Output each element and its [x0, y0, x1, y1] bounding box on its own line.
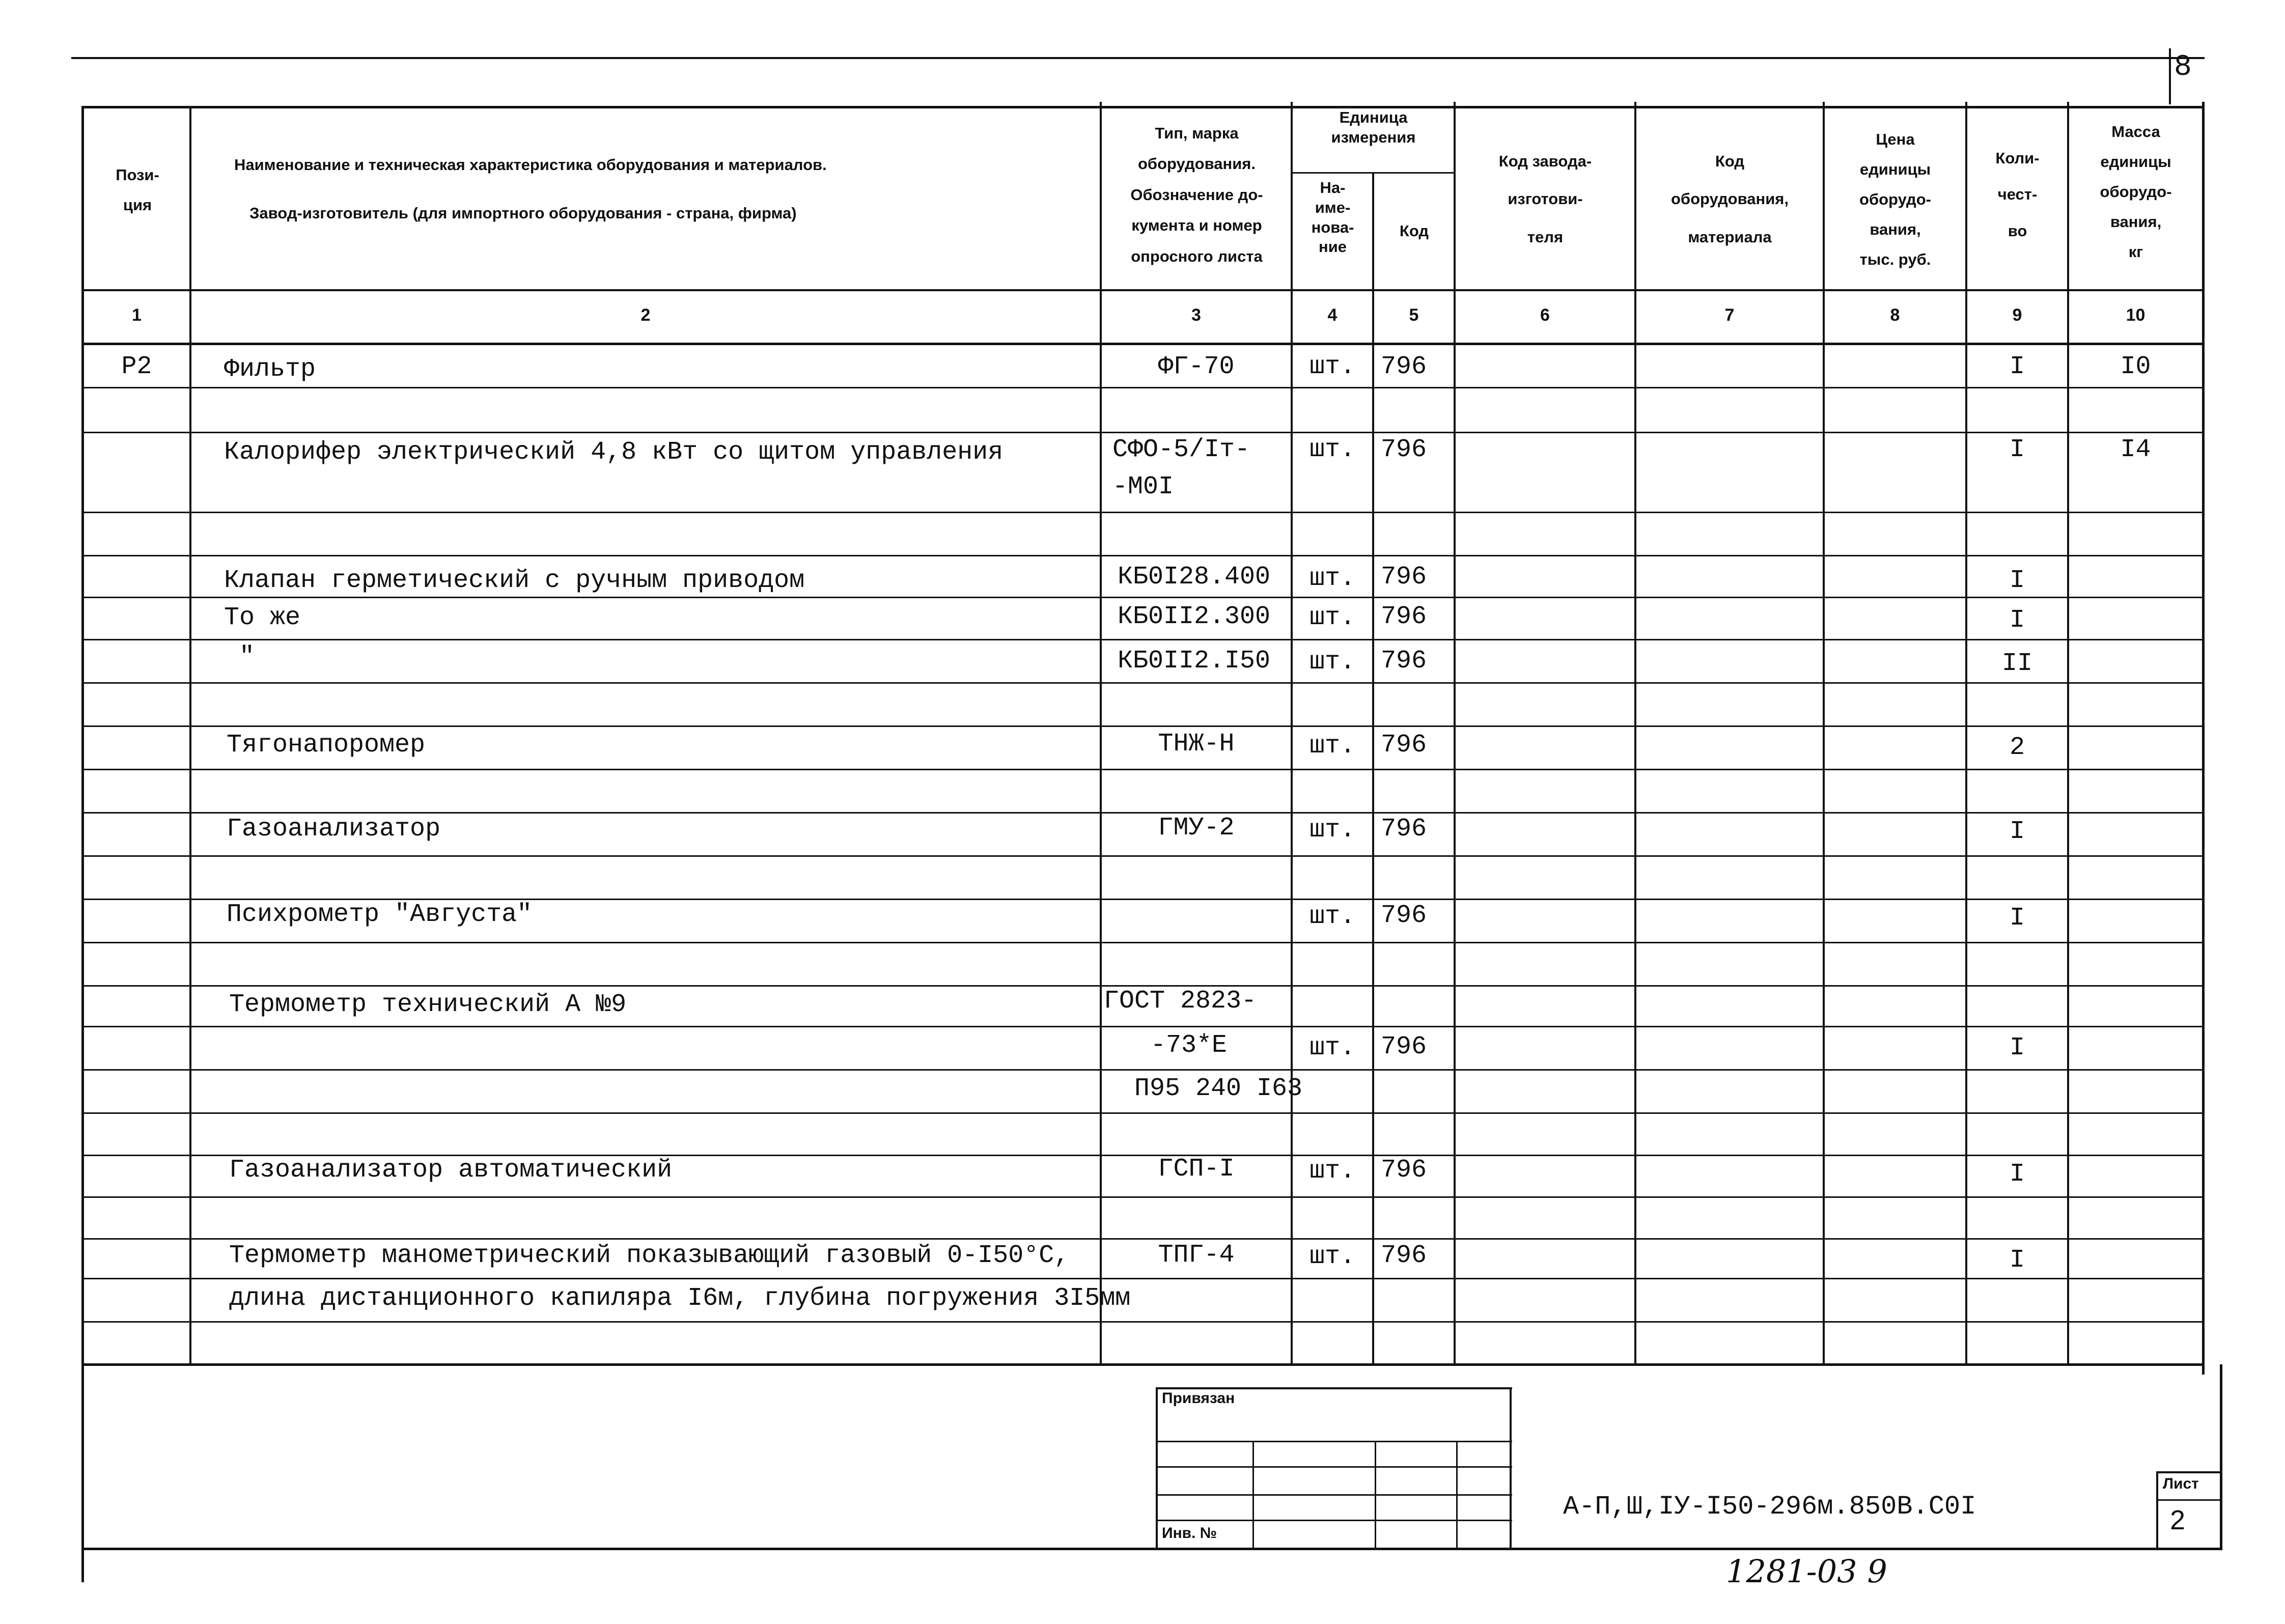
row-name: длина дистанционного капиляра I6м, глубина погружения 3I5мм — [229, 1284, 1131, 1313]
sheet-number: 2 — [2170, 1505, 2186, 1535]
row-type: ТНЖ-Н — [1158, 730, 1235, 759]
header-unit-code: Код — [1399, 222, 1429, 240]
header-mass: Масса единицы оборудо- вания, кг — [2100, 123, 2172, 261]
row-code: 796 — [1381, 563, 1427, 592]
row-type: КБ0II2.300 — [1118, 602, 1271, 631]
header-name-line1: Наименование и техническая характеристика оборудования и материалов. — [234, 156, 827, 174]
header-name-line2: Завод-изготовитель (для импортного оборудования - страна, фирма) — [249, 204, 797, 222]
row-type: КБ0I28.400 — [1118, 563, 1271, 592]
row-code: 796 — [1381, 602, 1427, 631]
row-code: 796 — [1381, 435, 1427, 464]
row-qty: I — [2009, 904, 2025, 933]
row-qty: I — [2009, 1033, 2025, 1062]
row-qty: I — [2009, 1160, 2025, 1189]
header-equipment-code: Код оборудования, материала — [1670, 152, 1789, 246]
row-qty: I — [2009, 817, 2025, 846]
row-type: ГОСТ 2823- — [1104, 987, 1257, 1016]
column-number: 4 — [1327, 305, 1337, 325]
row-unit: шт. — [1309, 902, 1355, 931]
row-name: Тягонапоромер — [227, 731, 426, 760]
header-position: Пози- ция — [116, 166, 159, 214]
row-qty: I — [2009, 1246, 2025, 1275]
row-type: КБ0II2.I50 — [1118, 647, 1271, 676]
row-type: СФО-5/Iт- — [1112, 435, 1250, 464]
row-code: 796 — [1381, 1156, 1427, 1185]
row-name: Калорифер электрический 4,8 кВт со щитом управления — [224, 438, 1004, 467]
row-unit: шт. — [1309, 603, 1355, 632]
row-type: П95 240 I63 — [1134, 1074, 1303, 1103]
row-code: 796 — [1381, 1032, 1427, 1061]
header-unit-group-title: Единица измерения — [1331, 108, 1416, 146]
row-qty: I — [2009, 566, 2025, 595]
column-number: 5 — [1409, 305, 1419, 325]
row-code: 796 — [1381, 647, 1427, 676]
row-qty: I — [2009, 352, 2025, 381]
sheet-label: Лист — [2163, 1475, 2199, 1492]
row-unit: шт. — [1309, 1033, 1355, 1062]
header-price: Цена единицы оборудо- вания, тыс. руб. — [1859, 130, 1931, 268]
row-code: 796 — [1381, 352, 1427, 381]
row-unit: шт. — [1309, 732, 1355, 761]
row-qty: 2 — [2009, 733, 2025, 762]
column-number: 7 — [1724, 305, 1735, 325]
row-type: ГСП-I — [1158, 1155, 1235, 1184]
handwritten-reference: 1281-03 9 — [1726, 1553, 1887, 1590]
header-type: Тип, марка оборудования. Обозначение до- кумента и номер опросного листа — [1130, 124, 1263, 265]
row-unit: шт. — [1309, 1242, 1355, 1271]
row-type: -М0I — [1112, 472, 1174, 501]
column-number: 3 — [1191, 305, 1201, 325]
row-mass: I4 — [2120, 435, 2151, 464]
column-number: 2 — [640, 305, 651, 325]
row-type: ТПГ-4 — [1158, 1241, 1235, 1270]
column-number: 8 — [1890, 305, 1900, 325]
row-name: То же — [224, 603, 301, 632]
row-code: 796 — [1381, 901, 1427, 930]
row-type: ФГ-70 — [1158, 352, 1235, 381]
row-name: Психрометр "Августа" — [227, 900, 533, 929]
row-name: Газоанализатор автоматический — [229, 1156, 673, 1185]
corner-page-number: 8 — [2174, 51, 2192, 84]
row-qty: II — [2001, 649, 2032, 678]
row-qty: I — [2009, 606, 2025, 635]
row-unit: шт. — [1309, 1157, 1355, 1186]
row-code: 796 — [1381, 731, 1427, 760]
column-number: 9 — [2012, 305, 2022, 325]
row-name: Газоанализатор — [227, 815, 441, 844]
row-unit: шт. — [1309, 564, 1355, 593]
row-qty: I — [2009, 435, 2025, 464]
row-code: 796 — [1381, 1241, 1427, 1270]
column-number: 6 — [1540, 305, 1550, 325]
row-mass: I0 — [2120, 352, 2151, 381]
column-number: 1 — [132, 305, 142, 325]
row-type: -73*Е — [1151, 1031, 1228, 1060]
row-unit: шт. — [1309, 648, 1355, 677]
row-unit: шт. — [1309, 816, 1355, 845]
stamp-inventory-label: Инв. № — [1162, 1525, 1217, 1542]
column-number: 10 — [2126, 305, 2145, 325]
row-position: Р2 — [121, 352, 152, 381]
row-type: ГМУ-2 — [1158, 814, 1235, 843]
row-name: Термометр технический А №9 — [229, 990, 627, 1019]
document-code: А-П,Ш,IУ-I50-296м.850В.С0I — [1563, 1492, 1976, 1522]
header-plant-code: Код завода- изготови- теля — [1498, 152, 1592, 246]
row-unit: шт. — [1309, 352, 1355, 381]
header-quantity: Коли- чест- во — [1995, 149, 2040, 240]
row-unit: шт. — [1309, 435, 1355, 464]
row-name: Клапан герметический с ручным приводом — [224, 566, 805, 595]
row-name: Фильтр — [224, 355, 316, 384]
row-code: 796 — [1381, 815, 1427, 844]
header-unit-name: На- име- нова- ние — [1311, 179, 1354, 256]
row-name: Термометр манометрический показывающий газовый 0-I50°С, — [229, 1241, 1070, 1270]
row-name: " — [239, 642, 255, 671]
stamp-attached-label: Привязан — [1162, 1390, 1235, 1407]
